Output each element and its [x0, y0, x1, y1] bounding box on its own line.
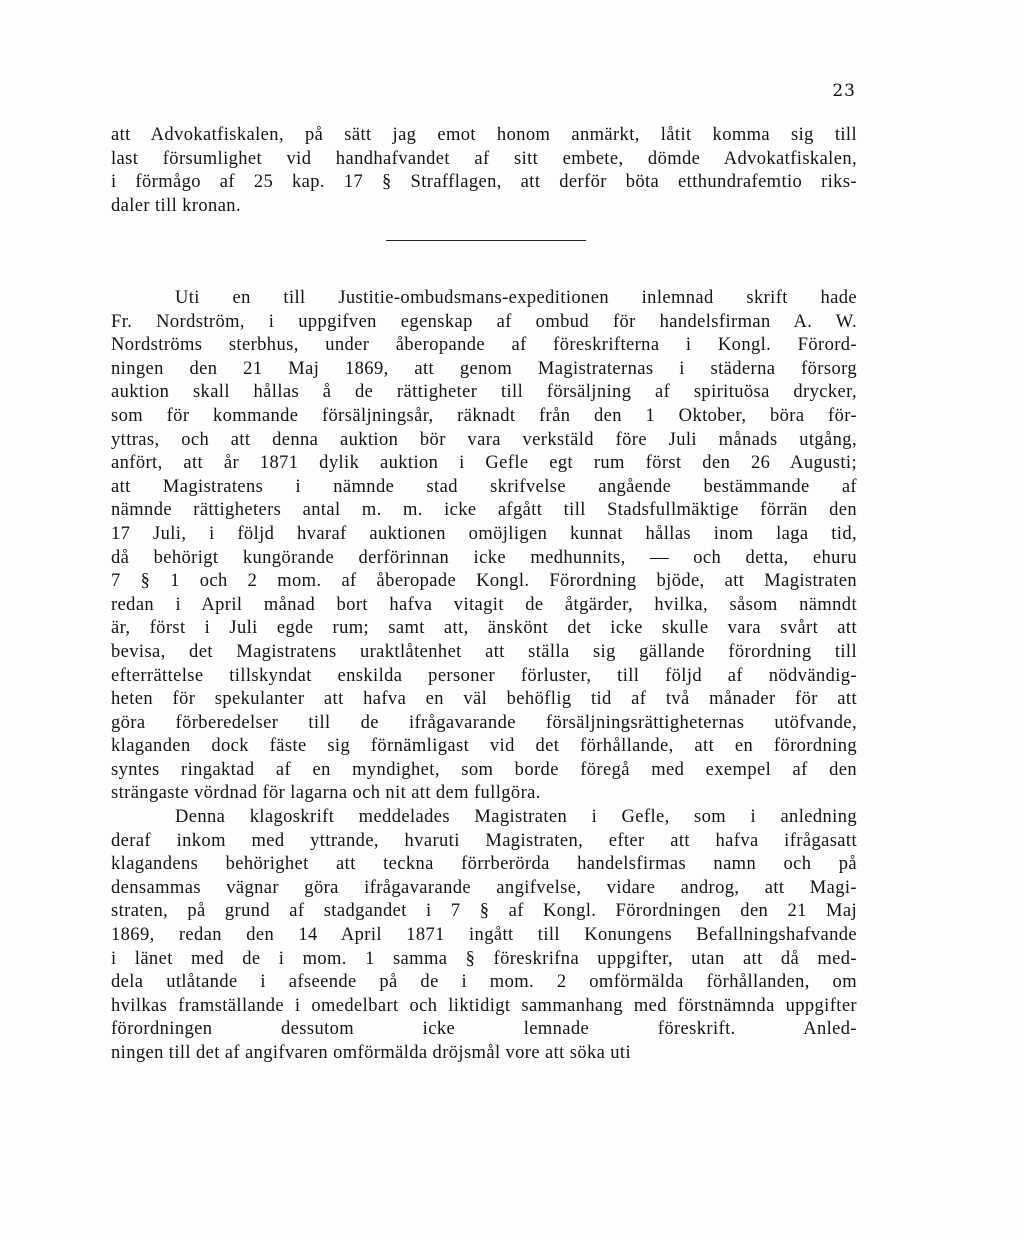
text-line: daler till kronan. [111, 195, 241, 216]
text-line: då behörigt kungörande derförinnan icke medhunnits, — och detta, ehuru [111, 547, 857, 568]
text-line: göra förberedelser till de ifrågavarande försäljningsrättigheternas utöfvande, [111, 712, 857, 733]
text-line: ningen till det af angifvaren omförmälda dröjsmål vore att söka uti [111, 1043, 631, 1063]
text-line: Denna klagoskrift meddelades Magistraten i Gefle, som i anledning [175, 807, 857, 828]
paragraph-closing-verdict [111, 124, 857, 218]
text-line: anfört, att år 1871 dylik auktion i Gefle egt rum först den 26 Augusti; [111, 453, 857, 474]
text-line: att Advokatfiskalen, på sätt jag emot honom anmärkt, låtit komma sig till [111, 125, 857, 145]
text-line: i förmågo af 25 kap. 17 § Strafflagen, att derför böta etthundrafemtio riks- [111, 172, 857, 193]
text-line: Fr. Nordström, i uppgifven egenskap af ombud för handelsfirman A. W. [111, 311, 857, 332]
text-line: last försumlighet vid handhafvandet af sitt embete, dömde Advokatfiskalen, [111, 148, 857, 169]
text-line: 7 § 1 och 2 mom. af åberopade Kongl. Förordning bjöde, att Magistraten [111, 571, 857, 592]
text-line: i länet med de i mom. 1 samma § föreskrifna uppgifter, utan att då med- [111, 948, 857, 969]
text-line: är, först i Juli egde rum; samt att, änskönt det icke skulle vara svårt att [111, 618, 857, 639]
text-line: 1869, redan den 14 April 1871 ingått till Konungens Befallningshafvande [111, 925, 857, 946]
text-line: densammas vägnar göra ifrågavarande angifvelse, vidare androg, att Magi- [111, 877, 857, 898]
text-line: bevisa, det Magistratens uraktlåtenhet att ställa sig gällande förordning till [111, 641, 857, 662]
text-line: ningen den 21 Maj 1869, att genom Magistraternas i städerna försorg [111, 358, 857, 379]
text-line: heten för spekulanter att hafva en väl behöflig tid af två månader för att [111, 689, 857, 710]
text-line: efterrättelse tillskyndat enskilda personer förluster, till följd af nödvändig- [111, 665, 857, 686]
text-line: att Magistratens i nämnde stad skrifvelse angående bestämmande af [111, 476, 857, 497]
text-line: syntes ringaktad af en myndighet, som borde föregå med exempel af den [111, 759, 857, 780]
text-line: som för kommande försäljningsår, räknadt från den 1 Oktober, böra för- [111, 405, 857, 426]
text-line: dela utlåtande i afseende på de i mom. 2 omförmälda förhållanden, om [111, 972, 857, 993]
text-line: redan i April månad bort hafva vitagit de åtgärder, hvilka, såsom nämndt [111, 594, 857, 615]
text-line: deraf inkom med yttrande, hvaruti Magistraten, efter att hafva ifrågasatt [111, 830, 857, 851]
text-line: nämnde rättigheters antal m. m. icke afgått till Stadsfullmäktige förrän den [111, 500, 857, 521]
text-line: Uti en till Justitie-ombudsmans-expeditionen inlemnad skrift hade [175, 288, 857, 308]
text-line: klaganden dock fäste sig förnämligast vid det förhållande, att en förordning [111, 736, 857, 757]
text-line: 17 Juli, i följd hvaraf auktionen omöjligen kunnat hållas inom laga tid, [111, 523, 857, 544]
text-line: Nordströms sterbhus, under åberopande af föreskrifterna i Kongl. Förord- [111, 335, 857, 356]
body-text [111, 287, 857, 1066]
text-line: klagandens behörighet att teckna förrberörda handelsfirmas namn och på [111, 854, 857, 875]
text-line: strängaste vördnad för lagarna och nit att dem fullgöra. [111, 783, 541, 804]
page-number: 23 [832, 81, 856, 101]
text-line: hvilkas framställande i omedelbart och liktidigt sammanhang med förstnämnda uppgifter förordningen dessutom icke lemnade föreskrift. Anled- [111, 995, 857, 1040]
text-line: auktion skall hållas å de rättigheter till försäljning af spirituösa drycker, [111, 382, 857, 403]
text-line: yttras, och att denna auktion bör vara verkstäld före Juli månads utgång, [111, 429, 857, 450]
text-line: straten, på grund af stadgandet i 7 § af Kongl. Förordningen den 21 Maj [111, 901, 857, 922]
section-separator [386, 240, 586, 241]
